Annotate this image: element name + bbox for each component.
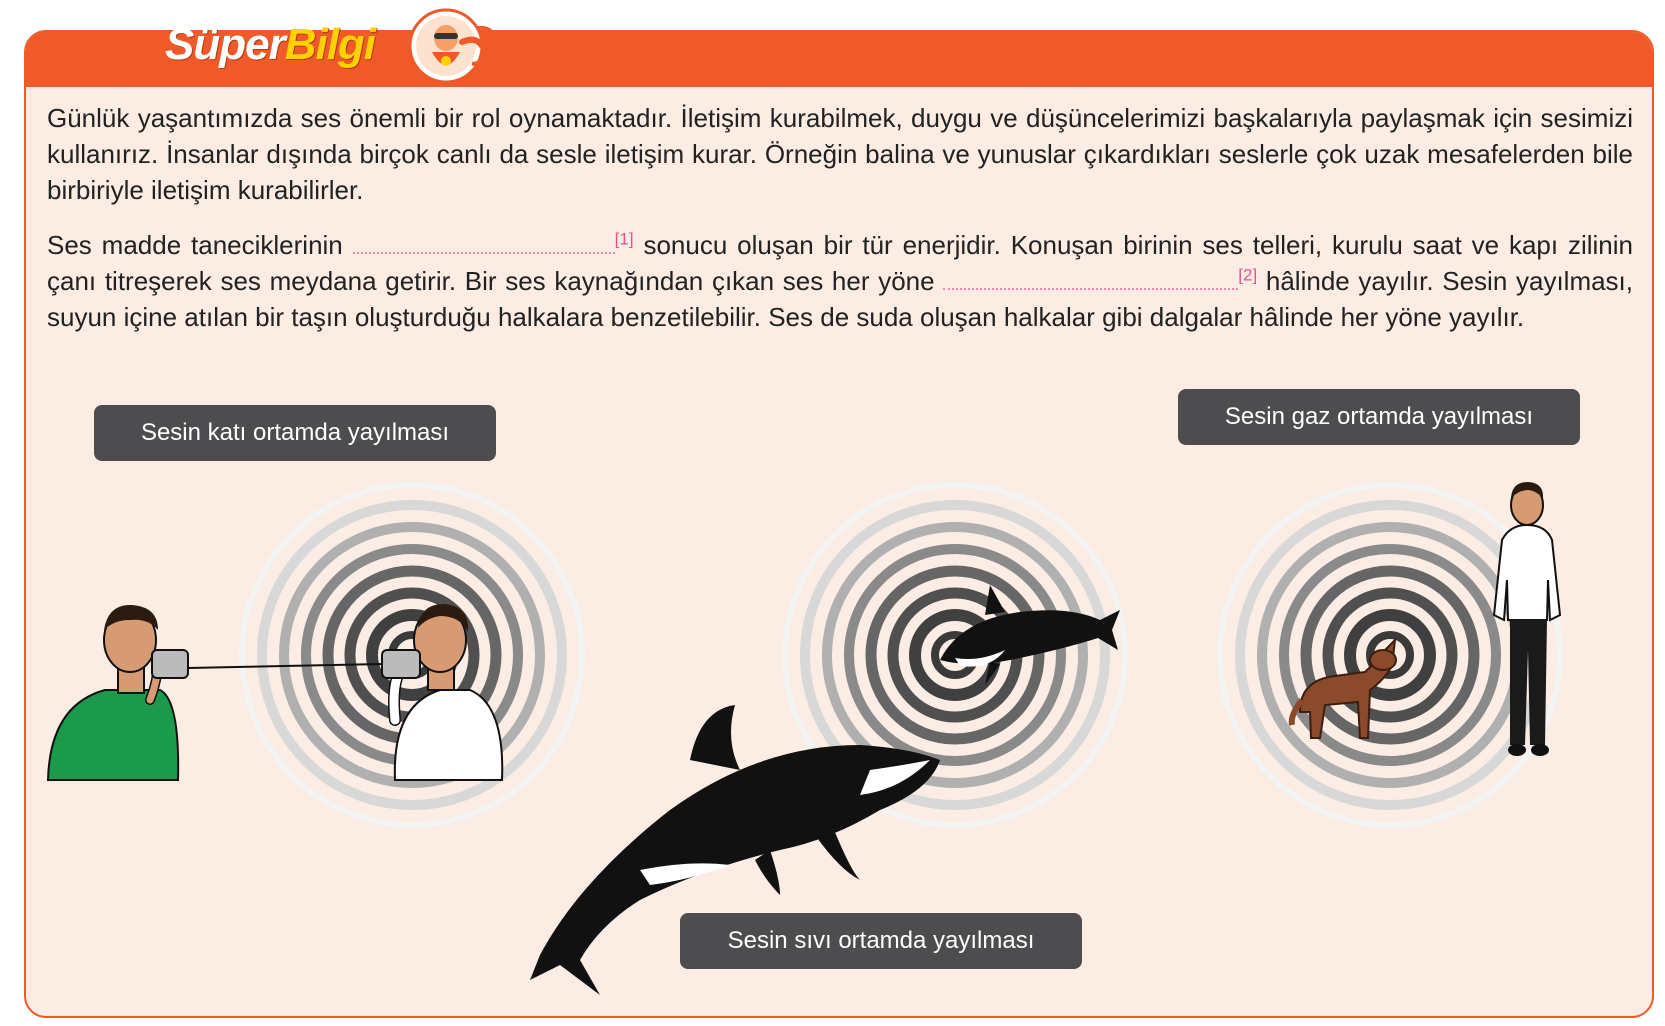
label-solid-medium: Sesin katı ortamda yayılması — [94, 405, 496, 461]
brand-part1: Süper — [165, 20, 285, 69]
intro-paragraph: Günlük yaşantımızda ses önemli bir rol oynamaktadır. İletişim kurabilmek, duygu ve düşüncelerimizi başkalarıyla paylaşmak için sesimizi kullanırız. İnsanlar dışında birçok canlı da sesle iletişim kurar. Örneğin balina ve yunuslar çıkardıkları seslerle çok uzak mesafelerden bile birbiriyle iletişim kurabilirler. — [47, 103, 1633, 205]
dog-and-man-scene — [1220, 482, 1560, 825]
blank-1-ref: [1] — [614, 229, 634, 249]
p2-text-3: hâlinde yayılır. Sesin yayılması, suyun içine atılan bir taşın oluşturduğu halkalara benzetilebilir. Ses de suda oluşan halkalar gibi dalgalar hâlinde her yöne yayılır. — [47, 266, 1634, 332]
tin-can-telephone-scene — [48, 485, 582, 825]
man-green-shirt — [48, 605, 188, 780]
p2-text-2: sonucu oluşan bir tür enerjidir. Konuşan birinin ses telleri, kurulu saat ve kapı zilinin çanı titreşerek ses meydana getirir. Bir ses kaynağından çıkan ses her yöne — [47, 230, 1634, 296]
label-liquid-medium: Sesin sıvı ortamda yayılması — [680, 913, 1082, 969]
p2-text-1: Ses madde taneciklerinin — [47, 230, 343, 260]
brand-part2: Bilgi — [284, 20, 376, 69]
blank-2-ref: [2] — [1238, 265, 1258, 285]
label-gas-medium: Sesin gaz ortamda yayılması — [1178, 389, 1580, 445]
